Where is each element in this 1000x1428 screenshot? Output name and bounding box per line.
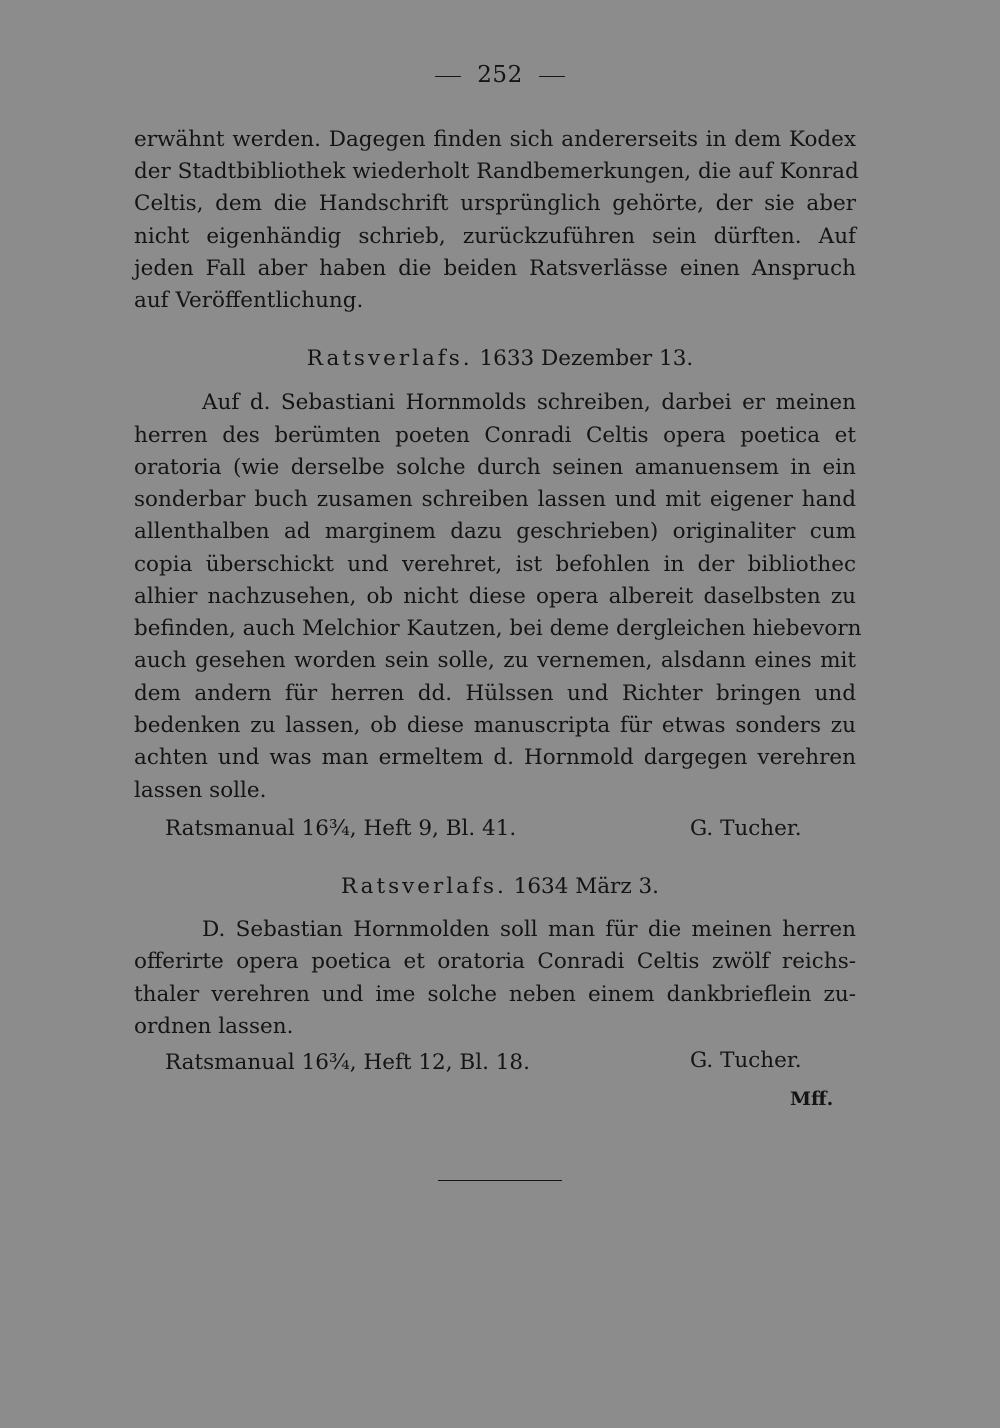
page-number [0,62,1000,88]
section-line: sonderbar buch zusamen schreiben lassen und mit eigener hand [134,487,856,512]
section-line: dem andern für herren dd. Hülssen und Richter bringen und [134,681,856,706]
section-line: lassen solle. [134,778,267,803]
page-number-dash-right [539,76,565,77]
section-line: herren des berümten poeten Conradi Celtis opera poetica et [134,423,856,448]
end-rule [438,1180,562,1181]
section-line: ordnen lassen. [134,1014,294,1039]
signature: G. Tucher. [690,816,802,841]
section-line: copia überschickt und verehret, ist befohlen in der bibliothec [134,552,856,577]
intro-line: auf Veröffentlichung. [134,288,364,313]
section-line: thaler verehren und ime solche neben einem dankbrieflein zu- [134,982,856,1007]
section-line: befinden, auch Melchior Kautzen, bei deme dergleichen hiebevorn [134,616,862,641]
author-initials: Mff. [790,1088,834,1110]
section-line: allenthalben ad marginem dazu geschrieben) originaliter cum [134,519,856,544]
section-heading-label: Ratsverlafs. [306,346,473,371]
intro-line: Celtis, dem die Handschrift ursprünglich gehörte, der sie aber [134,191,856,216]
section-line: D. Sebastian Hornmolden soll man für die meinen herren [202,917,856,942]
section-line: auch gesehen worden sein solle, zu vernemen, alsdann eines mit [134,648,856,673]
page-number-dash-left [435,76,461,77]
source-citation: Ratsmanual 16¾, Heft 9, Bl. 41. [165,816,517,841]
page-number-value: 252 [477,62,523,88]
section-line: offerirte opera poetica et oratoria Conradi Celtis zwölf reichs- [134,949,856,974]
section-line: oratoria (wie derselbe solche durch seinen amanuensem in ein [134,455,856,480]
intro-line: erwähnt werden. Dagegen finden sich andererseits in dem Kodex [134,127,856,152]
section-heading [0,872,1000,902]
section-heading-date: 1633 Dezember 13. [479,346,694,371]
intro-line: jeden Fall aber haben die beiden Ratsverlässe einen Anspruch [134,256,856,281]
section-line: achten und was man ermeltem d. Hornmold dargegen verehren [134,745,856,770]
signature: G. Tucher. [690,1048,802,1073]
source-citation: Ratsmanual 16¾, Heft 12, Bl. 18. [165,1050,530,1075]
section-heading [0,344,1000,374]
intro-line: der Stadtbibliothek wiederholt Randbemerkungen, die auf Konrad [134,159,859,184]
section-line: Auf d. Sebastiani Hornmolds schreiben, darbei er meinen [202,390,856,415]
section-line: alhier nachzusehen, ob nicht diese opera albereit daselbsten zu [134,584,856,609]
section-line: bedenken zu lassen, ob diese manuscripta für etwas sonders zu [134,713,856,738]
section-heading-date: 1634 März 3. [513,874,660,899]
section-heading-label: Ratsverlafs. [340,874,507,899]
intro-line: nicht eigenhändig schrieb, zurückzuführen sein dürften. Auf [134,224,856,249]
